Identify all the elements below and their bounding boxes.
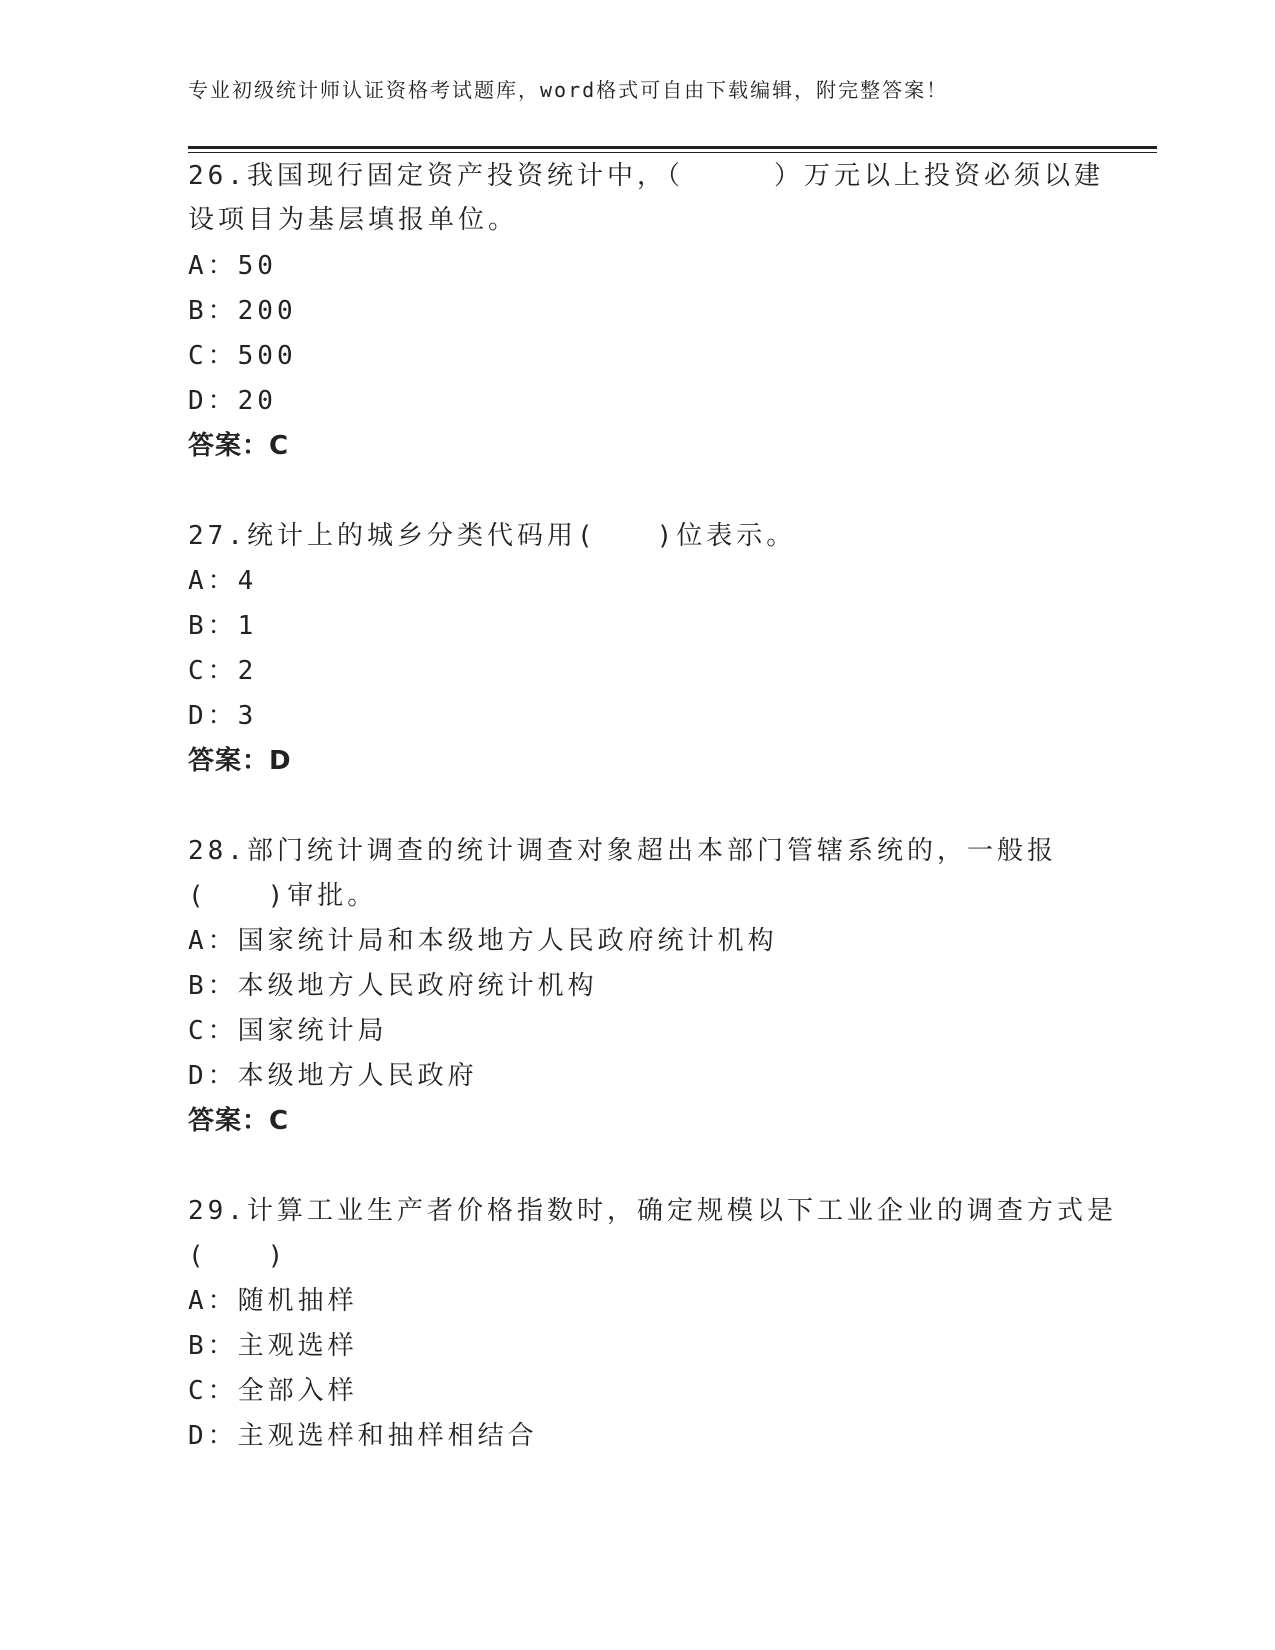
question-28-answer: 答案：C — [188, 1106, 290, 1136]
question-28-stem-line2: ( )审批。 — [188, 881, 378, 911]
question-26-option-c: C：500 — [188, 341, 297, 371]
question-26-stem-line2: 设项目为基层填报单位。 — [188, 205, 519, 235]
question-27-option-b: B：1 — [188, 611, 258, 641]
question-27-option-d: D：3 — [188, 701, 258, 731]
question-28-option-a: A：国家统计局和本级地方人民政府统计机构 — [188, 926, 778, 956]
question-27-option-a: A：4 — [188, 566, 258, 596]
question-29-option-c: C：全部入样 — [188, 1376, 358, 1406]
header-rule-thin — [188, 152, 1157, 153]
question-29-option-a: A：随机抽样 — [188, 1286, 358, 1316]
question-26-answer: 答案：C — [188, 431, 290, 461]
question-26-stem-line1: 26.我国现行固定资产投资统计中，（ ）万元以上投资必须以建 — [188, 161, 1104, 191]
question-26-option-b: B：200 — [188, 296, 297, 326]
header-rule-thick — [188, 146, 1157, 149]
question-29-stem-line2: ( ) — [188, 1241, 288, 1271]
question-26-option-d: D：20 — [188, 386, 277, 416]
question-29-option-d: D：主观选样和抽样相结合 — [188, 1421, 538, 1451]
question-29-stem-line1: 29.计算工业生产者价格指数时，确定规模以下工业企业的调查方式是 — [188, 1196, 1117, 1226]
question-27-answer: 答案：D — [188, 746, 292, 776]
question-28-option-d: D：本级地方人民政府 — [188, 1061, 478, 1091]
page-header: 专业初级统计师认证资格考试题库，word格式可自由下载编辑，附完整答案！ — [188, 78, 949, 102]
question-26-option-a: A：50 — [188, 251, 277, 281]
question-29-option-b: B：主观选样 — [188, 1331, 358, 1361]
question-27-stem-line1: 27.统计上的城乡分类代码用( )位表示。 — [188, 521, 797, 551]
question-28-option-c: C：国家统计局 — [188, 1016, 388, 1046]
question-27-option-c: C：2 — [188, 656, 258, 686]
question-28-stem-line1: 28.部门统计调查的统计调查对象超出本部门管辖系统的，一般报 — [188, 836, 1057, 866]
question-28-option-b: B：本级地方人民政府统计机构 — [188, 971, 598, 1001]
